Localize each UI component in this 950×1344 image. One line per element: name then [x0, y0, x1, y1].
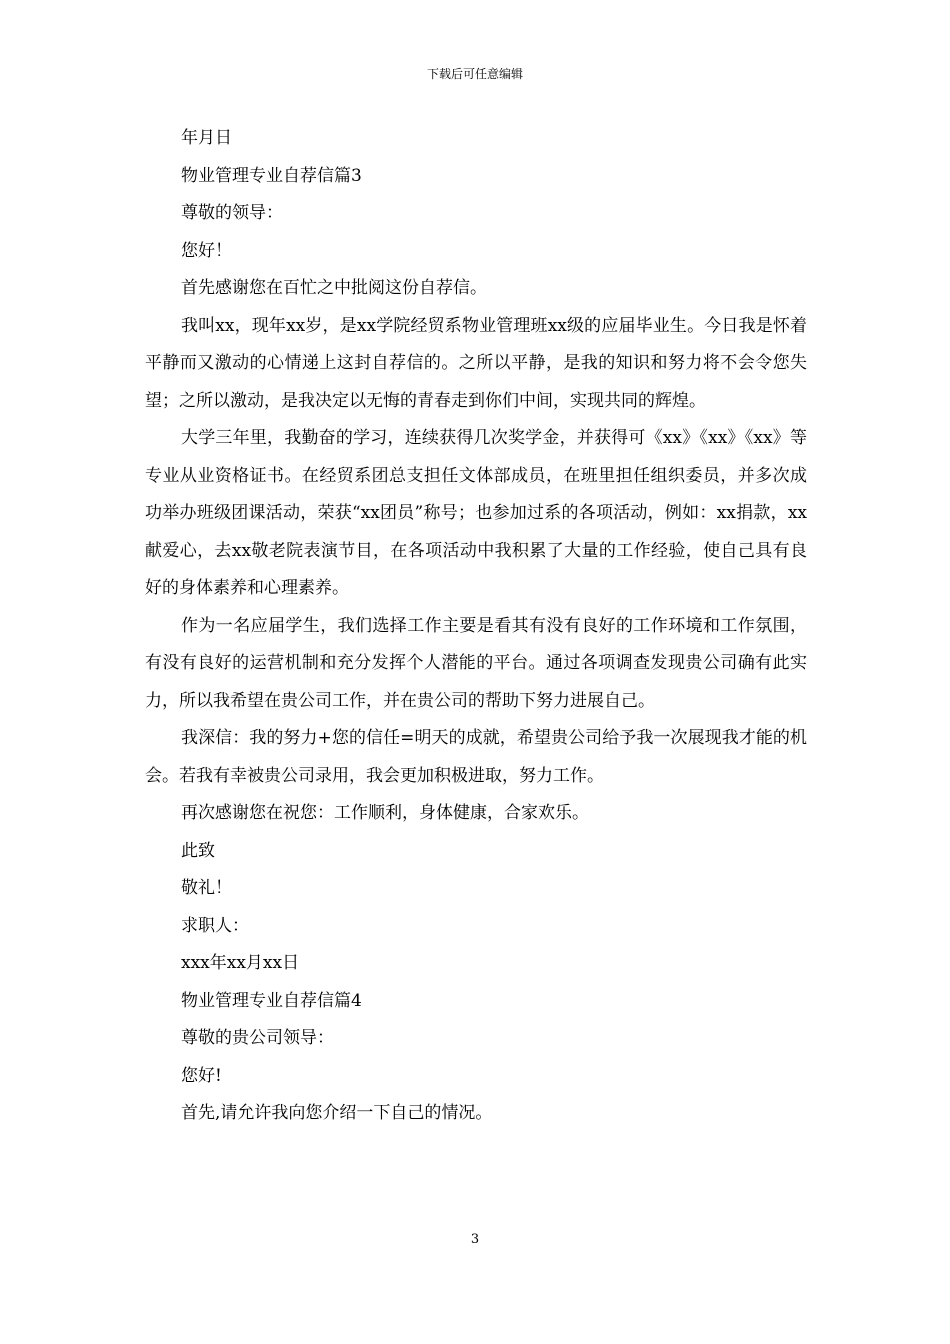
thanks-again: 再次感谢您在祝您：工作顺利，身体健康，合家欢乐。 [181, 803, 589, 823]
salutation-4: 尊敬的贵公司领导： [181, 1028, 334, 1048]
greeting-3: 您好！ [181, 240, 232, 261]
greeting-4: 您好! [181, 1065, 222, 1086]
document-body [145, 120, 807, 1133]
paragraph-choice: 作为一名应届学生，我们选择工作主要是看其有没有良好的工作环境和工作氛围，有没有良好的运营机制和充分发挥个人潜能的平台。通过各项调查发现贵公司确有此实力，所以我希望在贵公司工作，并在贵公司的帮助下努力进展自己。 [145, 615, 807, 711]
paragraph-belief: 我深信：我的努力+您的信任=明天的成就，希望贵公司给予我一次展现我才能的机会。若我有幸被贵公司录用，我会更加积极进取，努力工作。 [145, 728, 807, 786]
thanks-intro: 首先感谢您在百忙之中批阅这份自荐信。 [181, 278, 487, 298]
paragraph-intro: 我叫xx，现年xx岁，是xx学院经贸系物业管理班xx级的应届毕业生。今日我是怀着平静而又激动的心情递上这封自荐信的。之所以平静，是我的知识和努力将不会令您失望；之所以激动，是我决定以无悔的青春走到你们中间，实现共同的辉煌。 [145, 315, 807, 411]
salutation-3: 尊敬的领导： [181, 203, 283, 223]
signer-label: 求职人： [181, 915, 249, 936]
page-header-note: 下载后可任意编辑 [426, 67, 523, 81]
date-line: 年月日 [181, 128, 232, 148]
paragraph-college: 大学三年里，我勤奋的学习，连续获得几次奖学金，并获得可《xx》《xx》《xx》等专业从业资格证书。在经贸系团总支担任文体部成员，在班里担任组织委员，并多次成功举办班级团课活动，荣获“xx团员”称号；也参加过系的各项活动，例如：xx捐款，xx献爱心，去xx敬老院表演节目，在各项活动中我积累了大量的工作经验，使自己具有良好的身体素养和心理素养。 [145, 428, 807, 598]
intro-4: 首先,请允许我向您介绍一下自己的情况。 [181, 1103, 493, 1123]
page-number: 3 [470, 1232, 480, 1247]
letter-title-3: 物业管理专业自荐信篇3 [181, 165, 362, 186]
letter-title-4: 物业管理专业自荐信篇4 [181, 990, 362, 1011]
closing-line-2: 敬礼！ [181, 878, 232, 898]
date-filled: xxx年xx月xx日 [181, 953, 300, 973]
closing-line-1: 此致 [181, 840, 215, 861]
